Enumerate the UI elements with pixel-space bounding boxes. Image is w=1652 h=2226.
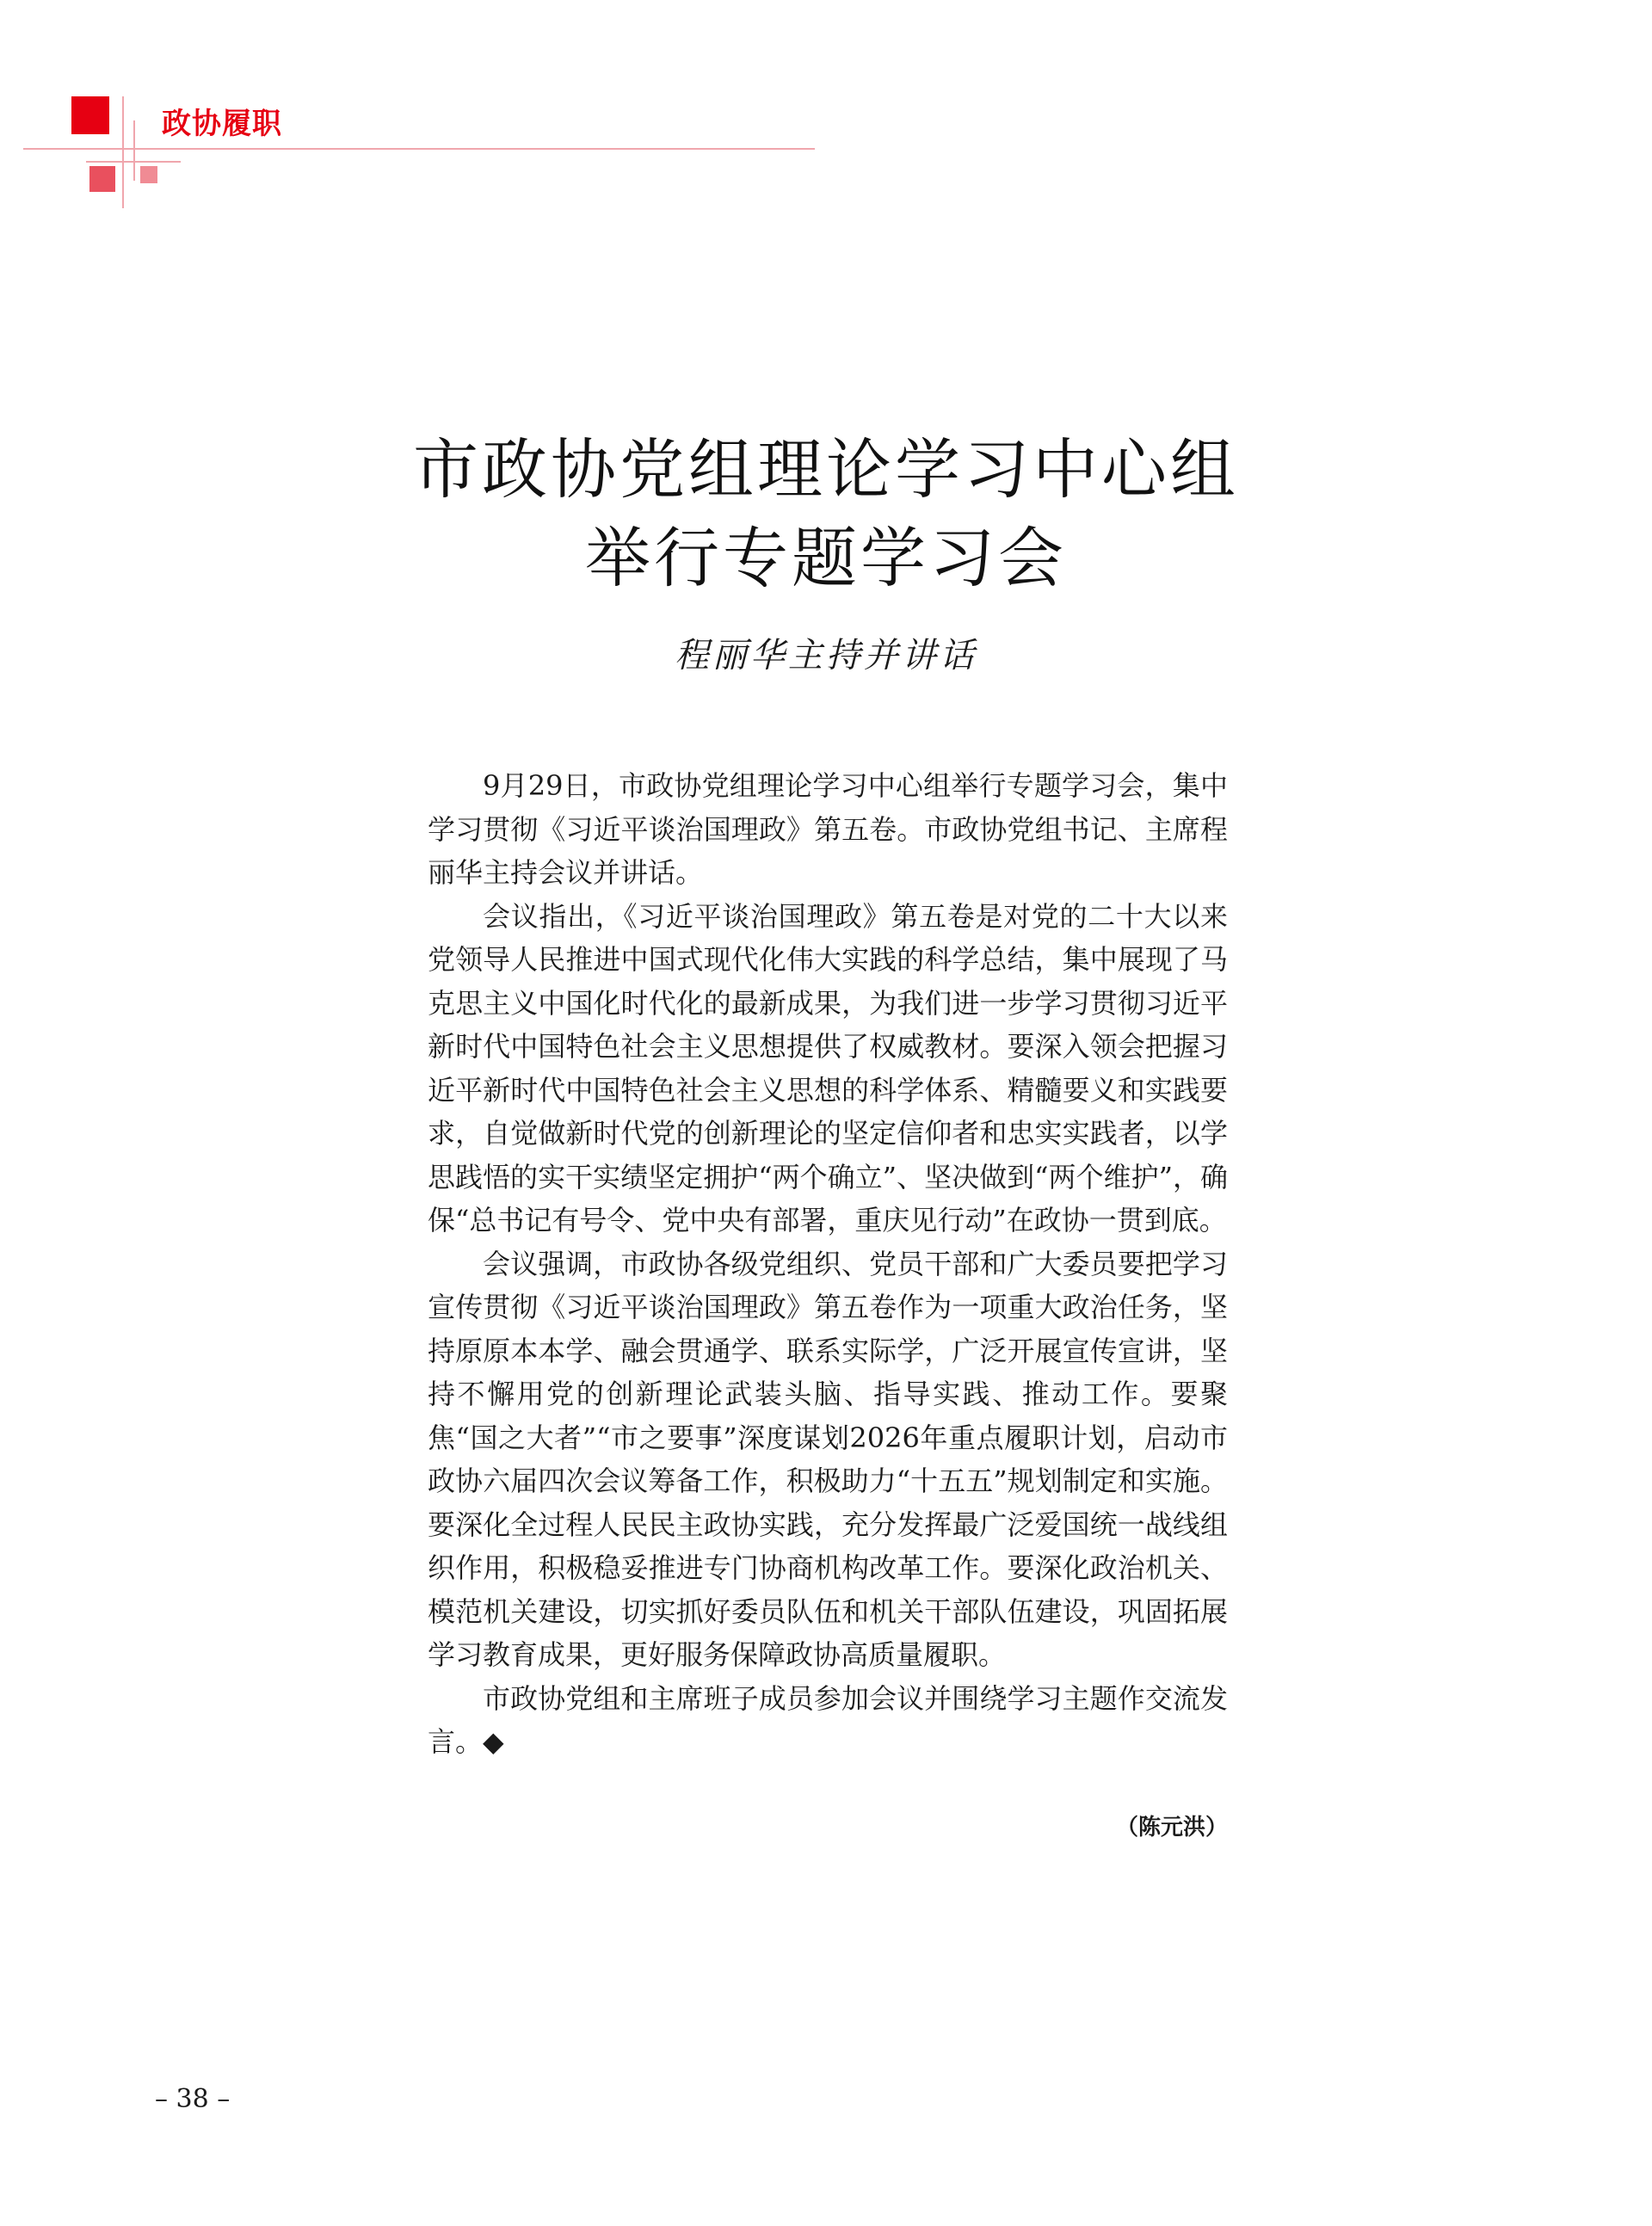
section-label: 政协履职 bbox=[162, 107, 282, 141]
article-title-line-2: 举行专题学习会 bbox=[585, 520, 1067, 596]
article-paragraph: 会议强调，市政协各级党组织、党员干部和广大委员要把学习宣传贯彻《习近平谈治国理政》第五卷作为一项重大政治任务，坚持原原本本学、融会贯通学、联系实际学，广泛开展宣传宣讲，坚持不懈用党的创新理论武装头脑、指导实践、推动工作。要聚焦“国之大者”“市之要事”深度谋划2026年重点履职计划，启动市政协六届四次会议筹备工作，积极助力“十五五”规划制定和实施。要深化全过程人民民主政协实践，充分发挥最广泛爱国统一战线组织作用，积极稳妥推进专门协商机构改革工作。要深化政治机关、模范机关建设，切实抓好委员队伍和机关干部队伍建设，巩固拓展学习教育成果，更好服务保障政协高质量履职。 bbox=[428, 1247, 1228, 1671]
header-rule bbox=[23, 148, 815, 150]
article-title-line-1: 市政协党组理论学习中心组 bbox=[413, 431, 1239, 508]
header-vertical-rule-short bbox=[133, 120, 135, 181]
article-paragraph: 市政协党组和主席班子成员参加会议并围绕学习主题作交流发言。◆ bbox=[428, 1681, 1228, 1758]
header-vertical-rule bbox=[122, 96, 124, 208]
article-paragraph: 9月29日，市政协党组理论学习中心组举行专题学习会，集中学习贯彻《习近平谈治国理政》第五卷。市政协党组书记、主席程丽华主持会议并讲话。 bbox=[428, 769, 1228, 889]
article-paragraph: 会议指出，《习近平谈治国理政》第五卷是对党的二十大以来党领导人民推进中国式现代化伟大实践的科学总结，集中展现了马克思主义中国化时代化的最新成果，为我们进一步学习贯彻习近平新时代中国特色社会主义思想提供了权威教材。要深入领会把握习近平新时代中国特色社会主义思想的科学体系、精髓要义和实践要求，自觉做新时代党的创新理论的坚定信仰者和忠实实践者，以学思践悟的实干实绩坚定拥护“两个确立”、坚决做到“两个维护”，确保“总书记有号令、党中央有部署，重庆见行动”在政协一贯到底。 bbox=[428, 899, 1228, 1236]
header-pink-square-icon bbox=[89, 166, 115, 192]
header-red-square-icon bbox=[71, 96, 109, 134]
article-title bbox=[0, 425, 1652, 602]
article-body bbox=[428, 764, 1228, 1764]
page-number: – 38 – bbox=[155, 2084, 231, 2114]
article-author: （陈元洪） bbox=[1115, 1815, 1228, 1841]
header-light-square-icon bbox=[140, 166, 157, 183]
article-subtitle: 程丽华主持并讲话 bbox=[675, 636, 977, 675]
